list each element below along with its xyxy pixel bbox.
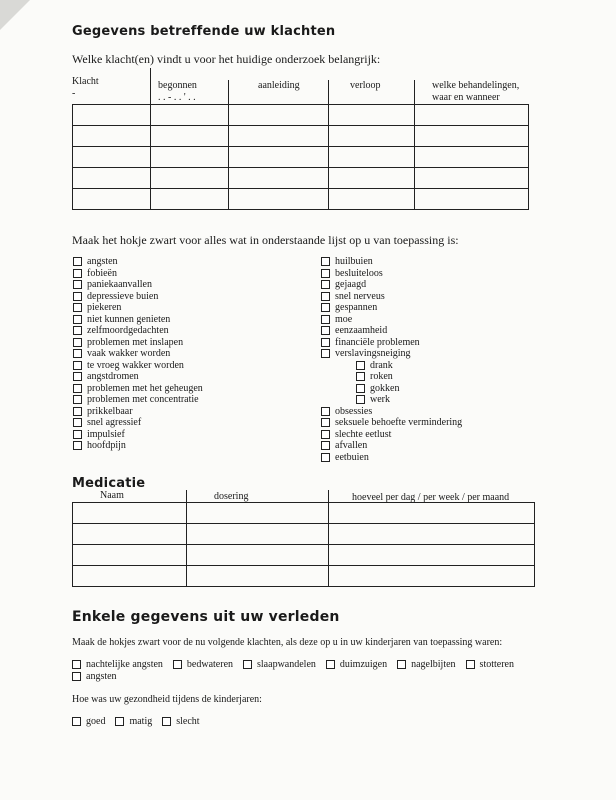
checkbox[interactable] (326, 660, 335, 669)
checklist-item[interactable] (321, 429, 391, 440)
header-divider (414, 80, 415, 104)
checklist-label: afvallen (335, 440, 368, 451)
checkbox[interactable] (321, 292, 330, 301)
checklist-subitem[interactable] (356, 371, 393, 382)
checkbox[interactable] (321, 453, 330, 462)
table-row (73, 503, 535, 524)
option-label: nachtelijke angsten (86, 659, 163, 670)
checklist-item[interactable] (73, 279, 152, 290)
table-cell[interactable] (73, 126, 151, 147)
checkbox[interactable] (173, 660, 182, 669)
table-row (73, 126, 529, 147)
checkbox[interactable] (321, 418, 330, 427)
checkbox[interactable] (73, 315, 82, 324)
table-cell[interactable] (187, 524, 329, 545)
checklist-subitem[interactable] (356, 360, 393, 371)
checkbox[interactable] (321, 326, 330, 335)
checklist-label: fobieën (87, 267, 117, 279)
checklist-item[interactable] (73, 406, 133, 417)
checklist-label: eenzaamheid (335, 325, 388, 336)
checklist-item[interactable] (73, 429, 125, 440)
checkbox[interactable] (73, 372, 82, 381)
checkbox[interactable] (321, 441, 330, 450)
col-header-verloop: verloop (350, 80, 381, 91)
checklist-label: snel agressief (87, 417, 142, 428)
health-option-goed[interactable] (72, 716, 105, 727)
table-cell[interactable] (73, 545, 187, 566)
table-row (73, 105, 529, 126)
checklist-label: angstdromen (87, 371, 139, 382)
checkbox[interactable] (321, 303, 330, 312)
checklist-item[interactable] (73, 256, 118, 267)
checklist-item[interactable] (321, 325, 387, 336)
table-cell[interactable] (329, 189, 415, 210)
checklist-label: impulsief (87, 428, 125, 440)
checkbox[interactable] (73, 407, 82, 416)
section-title-complaints: Gegevens betreffende uw klachten (72, 24, 336, 39)
table-cell[interactable] (73, 503, 187, 524)
checklist-label: seksuele behoefte vermindering (335, 417, 463, 428)
checkbox[interactable] (73, 441, 82, 450)
history-instruction: Maak de hokjes zwart voor de nu volgende klachten, als deze op u in uw kinderjaren van toepassing waren: (72, 637, 503, 648)
checklist-label: werk (370, 394, 390, 405)
table-row (73, 545, 535, 566)
checklist-label: gespannen (335, 302, 378, 313)
checklist-label: hoofdpijn (87, 440, 126, 451)
option-nachtelijke-angsten[interactable] (72, 659, 163, 670)
option-angsten[interactable] (72, 671, 117, 682)
checkbox[interactable] (356, 372, 365, 381)
checklist-label: drank (370, 359, 393, 371)
table-row (73, 524, 535, 545)
checklist-instruction: Maak het hokje zwart voor alles wat in onderstaande lijst op u van toepassing is: (72, 233, 459, 247)
table-cell[interactable] (73, 524, 187, 545)
checkbox[interactable] (73, 280, 82, 289)
checklist-item[interactable] (321, 279, 366, 290)
table-cell[interactable] (187, 545, 329, 566)
checklist-label: te vroeg wakker worden (87, 359, 184, 371)
table-cell[interactable] (73, 147, 151, 168)
checklist-label: obsessies (335, 405, 373, 417)
health-option-matig[interactable] (115, 716, 152, 727)
checklist-item[interactable] (73, 302, 121, 313)
checklist-item[interactable] (321, 256, 373, 267)
health-option-slecht[interactable] (162, 716, 199, 727)
checklist-item[interactable] (73, 394, 199, 405)
table-cell[interactable] (187, 503, 329, 524)
col-header-dosering: dosering (214, 491, 249, 502)
checklist-item[interactable] (73, 417, 141, 428)
table-cell[interactable] (415, 126, 529, 147)
checklist-label: snel nerveus (335, 290, 385, 302)
checklist-label: verslavingsneiging (335, 348, 411, 359)
complaints-question: Welke klacht(en) vindt u voor het huidige onderzoek belangrijk: (72, 52, 381, 66)
checklist-item[interactable] (73, 360, 184, 371)
checklist-item[interactable] (321, 406, 372, 417)
checklist-label: vaak wakker worden (87, 348, 171, 359)
table-cell[interactable] (329, 168, 415, 189)
option-label: duimzuigen (339, 659, 388, 670)
table-row (73, 189, 529, 210)
checklist-item[interactable] (73, 291, 158, 302)
checkbox[interactable] (321, 407, 330, 416)
checkbox[interactable] (73, 292, 82, 301)
header-divider (328, 490, 329, 502)
checkbox[interactable] (356, 384, 365, 393)
checklist-item[interactable] (321, 268, 383, 279)
table-cell[interactable] (151, 147, 229, 168)
table-cell[interactable] (415, 105, 529, 126)
option-stotteren[interactable] (466, 659, 514, 670)
health-options (72, 716, 210, 727)
col-header-naam: Naam (100, 490, 124, 501)
checkbox[interactable] (321, 315, 330, 324)
checklist-label: prikkelbaar (87, 405, 133, 417)
checkbox[interactable] (356, 361, 365, 370)
option-label: stotteren (479, 659, 514, 670)
checkbox[interactable] (321, 338, 330, 347)
checklist-item[interactable] (73, 325, 169, 336)
col-header-klacht-note: - (72, 88, 76, 99)
complaints-table (72, 104, 529, 210)
checklist-label: problemen met het geheugen (87, 382, 203, 394)
option-bedwateren[interactable] (173, 659, 233, 670)
table-cell[interactable] (73, 189, 151, 210)
table-cell[interactable] (229, 189, 329, 210)
table-cell[interactable] (151, 189, 229, 210)
checklist-label: roken (370, 371, 393, 382)
childhood-options (72, 659, 524, 670)
table-cell[interactable] (73, 168, 151, 189)
option-label: goed (86, 716, 106, 727)
table-row (73, 566, 535, 587)
checklist-label: gokken (370, 382, 400, 394)
checklist-item[interactable] (73, 383, 203, 394)
table-cell[interactable] (415, 147, 529, 168)
checkbox[interactable] (243, 660, 252, 669)
table-cell[interactable] (329, 524, 535, 545)
table-cell[interactable] (329, 545, 535, 566)
checklist-item[interactable] (321, 337, 420, 348)
checklist-item[interactable] (73, 268, 117, 279)
checkbox[interactable] (73, 326, 82, 335)
table-cell[interactable] (229, 168, 329, 189)
checklist-subitem[interactable] (356, 383, 399, 394)
checkbox[interactable] (356, 395, 365, 404)
checkbox[interactable] (466, 660, 475, 669)
medication-table (72, 502, 535, 587)
col-header-behandelingen: welke behandelingen, (432, 80, 520, 91)
checkbox[interactable] (73, 338, 82, 347)
option-label: angsten (86, 671, 117, 682)
checkbox[interactable] (73, 384, 82, 393)
checklist-item[interactable] (73, 314, 170, 325)
checkbox[interactable] (321, 349, 330, 358)
checkbox[interactable] (397, 660, 406, 669)
header-divider (328, 80, 329, 104)
page-corner-shadow (0, 0, 30, 30)
table-cell[interactable] (151, 168, 229, 189)
col-header-begonnen: begonnen (158, 80, 197, 91)
checklist-item[interactable] (73, 371, 139, 382)
checkbox[interactable] (73, 430, 82, 439)
checklist-item[interactable] (321, 302, 377, 313)
checkbox[interactable] (73, 395, 82, 404)
table-cell[interactable] (187, 566, 329, 587)
table-cell[interactable] (329, 566, 535, 587)
col-header-aanleiding: aanleiding (258, 80, 300, 91)
table-cell[interactable] (415, 168, 529, 189)
checkbox[interactable] (72, 660, 81, 669)
checklist-item[interactable] (321, 440, 367, 451)
checklist-item[interactable] (321, 348, 411, 359)
col-header-begonnen-note: . . - . . ' . . (158, 92, 196, 103)
table-cell[interactable] (229, 105, 329, 126)
checkbox[interactable] (73, 269, 82, 278)
checklist-label: paniekaanvallen (87, 279, 152, 290)
table-cell[interactable] (329, 147, 415, 168)
checkbox[interactable] (72, 672, 81, 681)
checklist-label: zelfmoordgedachten (87, 325, 169, 336)
checklist-label: besluiteloos (335, 267, 383, 279)
header-divider (150, 68, 151, 104)
table-row (73, 168, 529, 189)
checkbox[interactable] (73, 303, 82, 312)
checklist-item[interactable] (321, 417, 462, 428)
table-cell[interactable] (73, 105, 151, 126)
checklist-label: problemen met inslapen (87, 336, 184, 348)
checkbox[interactable] (321, 280, 330, 289)
checkbox[interactable] (321, 257, 330, 266)
option-label: nagelbijten (411, 659, 456, 670)
checklist-item[interactable] (73, 440, 126, 451)
table-row (73, 147, 529, 168)
checklist-label: slechte eetlust (335, 428, 392, 440)
checkbox[interactable] (73, 257, 82, 266)
checkbox[interactable] (73, 418, 82, 427)
table-cell[interactable] (329, 126, 415, 147)
checkbox[interactable] (162, 717, 171, 726)
section-title-medication: Medicatie (72, 476, 146, 491)
table-cell[interactable] (229, 126, 329, 147)
table-cell[interactable] (73, 566, 187, 587)
checklist-item[interactable] (321, 452, 369, 463)
table-cell[interactable] (151, 126, 229, 147)
option-label: slecht (176, 716, 200, 727)
checkbox[interactable] (321, 269, 330, 278)
header-divider (228, 80, 229, 104)
checklist-label: niet kunnen genieten (87, 313, 171, 325)
table-cell[interactable] (151, 105, 229, 126)
table-cell[interactable] (229, 147, 329, 168)
checklist-label: piekeren (87, 302, 122, 313)
checkbox[interactable] (72, 717, 81, 726)
checklist-item[interactable] (73, 348, 170, 359)
option-label: slaapwandelen (257, 659, 316, 670)
checklist-item[interactable] (73, 337, 183, 348)
header-divider (186, 490, 187, 502)
option-label: matig (129, 716, 153, 727)
option-duimzuigen[interactable] (326, 659, 387, 670)
option-slaapwandelen[interactable] (243, 659, 316, 670)
option-nagelbijten[interactable] (397, 659, 455, 670)
checklist-label: financiële problemen (335, 336, 420, 348)
checkbox[interactable] (73, 349, 82, 358)
col-header-waar-wanneer: waar en wanneer (432, 92, 500, 103)
checklist-label: moe (335, 313, 353, 325)
checklist-label: problemen met concentratie (87, 394, 199, 405)
option-label: bedwateren (186, 659, 234, 670)
checklist-item[interactable] (321, 291, 385, 302)
checklist-label: depressieve buien (87, 290, 159, 302)
checklist-label: gejaagd (335, 279, 367, 290)
table-cell[interactable] (415, 189, 529, 210)
table-cell[interactable] (329, 105, 415, 126)
col-header-klacht: Klacht (72, 76, 99, 87)
table-cell[interactable] (329, 503, 535, 524)
checklist-label: eetbuien (335, 451, 369, 463)
health-question: Hoe was uw gezondheid tijdens de kinderjaren: (72, 694, 262, 705)
checklist-subitem[interactable] (356, 394, 390, 405)
section-title-history: Enkele gegevens uit uw verleden (72, 609, 340, 625)
checklist-label: huilbuien (335, 256, 373, 267)
checkbox[interactable] (321, 430, 330, 439)
col-header-frequency: hoeveel per dag / per week / per maand (352, 492, 510, 503)
checklist-item[interactable] (321, 314, 352, 325)
checklist-label: angsten (87, 256, 118, 267)
checkbox[interactable] (73, 361, 82, 370)
checkbox[interactable] (115, 717, 124, 726)
